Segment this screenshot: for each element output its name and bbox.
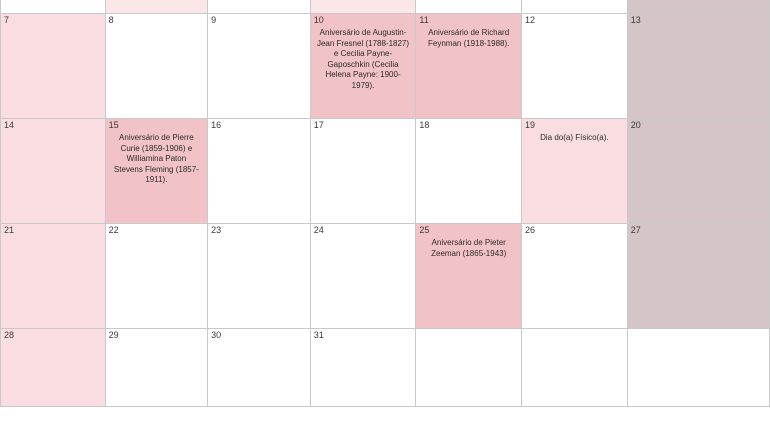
- calendar-day-cell[interactable]: [627, 329, 769, 407]
- calendar-day-cell[interactable]: [1, 329, 106, 407]
- calendar-day-cell[interactable]: [310, 329, 416, 407]
- day-number: 18: [419, 120, 430, 130]
- calendar-day-cell[interactable]: [522, 14, 628, 119]
- calendar-day-cell[interactable]: [1, 0, 106, 14]
- day-number: 8: [108, 15, 114, 25]
- calendar-day-cell[interactable]: [105, 0, 208, 14]
- day-event-text: Dia do(a) Físico(a).: [540, 133, 609, 142]
- day-number: 30: [211, 330, 222, 340]
- calendar-week-row: [1, 329, 770, 407]
- day-number: 15: [108, 120, 119, 130]
- calendar-day-cell[interactable]: [416, 224, 522, 329]
- day-number: 9: [211, 15, 217, 25]
- day-number: [628, 0, 769, 1]
- day-number: [1, 0, 105, 1]
- day-event-text: Aniversário de Pierre Curie (1859-1906) e Williamina Paton Stevens Fleming (1857-1911).: [113, 133, 199, 184]
- calendar-day-cell[interactable]: [416, 119, 522, 224]
- day-number: [106, 0, 208, 1]
- calendar-day-cell[interactable]: [310, 0, 416, 14]
- calendar-day-cell[interactable]: [105, 14, 208, 119]
- day-number: 21: [4, 225, 15, 235]
- calendar-day-cell[interactable]: [310, 14, 416, 119]
- calendar-day-cell[interactable]: [627, 0, 769, 14]
- day-number: [416, 329, 521, 330]
- calendar-day-cell[interactable]: [416, 14, 522, 119]
- calendar-week-row: [1, 0, 770, 14]
- day-number: 19: [525, 120, 536, 130]
- calendar-week-row: [1, 119, 770, 224]
- calendar-day-cell[interactable]: [208, 14, 311, 119]
- day-event-text: Aniversário de Richard Feynman (1918-1988).: [428, 28, 510, 48]
- calendar-day-cell[interactable]: [208, 119, 311, 224]
- calendar-day-cell[interactable]: [310, 119, 416, 224]
- calendar-day-cell[interactable]: [522, 119, 628, 224]
- day-number: 7: [4, 15, 10, 25]
- day-number: 10: [313, 15, 324, 25]
- calendar-day-cell[interactable]: [208, 329, 311, 407]
- day-number: [522, 0, 627, 1]
- day-number: 31: [313, 330, 324, 340]
- day-number: [416, 0, 521, 1]
- calendar-day-cell[interactable]: [416, 329, 522, 407]
- day-number: 11: [419, 15, 429, 25]
- calendar-day-cell[interactable]: [522, 224, 628, 329]
- calendar-day-cell[interactable]: [627, 224, 769, 329]
- calendar-day-cell[interactable]: [310, 224, 416, 329]
- day-number: 17: [313, 120, 324, 130]
- day-number: [311, 0, 416, 1]
- calendar-day-cell[interactable]: [105, 224, 208, 329]
- day-number: 26: [525, 225, 536, 235]
- day-number: 24: [313, 225, 324, 235]
- day-number: 29: [108, 330, 119, 340]
- day-number: 25: [419, 225, 430, 235]
- day-number: 28: [4, 330, 15, 340]
- day-event-text: Aniversário de Pieter Zeeman (1865-1943): [431, 238, 507, 258]
- day-event-text: Aniversário de Augustin-Jean Fresnel (1788-1827) e Cecilia Payne-Gaposchkin (Cecilia Helena Payne: 1900-1979).: [316, 28, 410, 90]
- calendar-day-cell[interactable]: [1, 119, 106, 224]
- calendar-day-cell[interactable]: [522, 0, 628, 14]
- day-number: [628, 329, 769, 330]
- day-number: 13: [630, 15, 641, 25]
- calendar-day-cell[interactable]: [208, 224, 311, 329]
- day-number: 23: [211, 225, 222, 235]
- calendar-week-row: [1, 14, 770, 119]
- calendar-day-cell[interactable]: [1, 14, 106, 119]
- day-number: [208, 0, 310, 1]
- day-number: 27: [630, 225, 641, 235]
- day-number: 20: [630, 120, 641, 130]
- calendar-day-cell[interactable]: [627, 14, 769, 119]
- calendar-day-cell[interactable]: [1, 224, 106, 329]
- calendar-day-cell[interactable]: [627, 119, 769, 224]
- calendar-day-cell[interactable]: [105, 329, 208, 407]
- calendar-day-cell[interactable]: [522, 329, 628, 407]
- day-number: 22: [108, 225, 119, 235]
- calendar-day-cell[interactable]: [105, 119, 208, 224]
- day-number: 16: [211, 120, 222, 130]
- day-number: 12: [525, 15, 536, 25]
- day-number: 14: [4, 120, 15, 130]
- calendar-week-row: [1, 224, 770, 329]
- day-number: [522, 329, 627, 330]
- calendar-day-cell[interactable]: [208, 0, 311, 14]
- calendar-day-cell[interactable]: [416, 0, 522, 14]
- calendar-body: [1, 0, 770, 407]
